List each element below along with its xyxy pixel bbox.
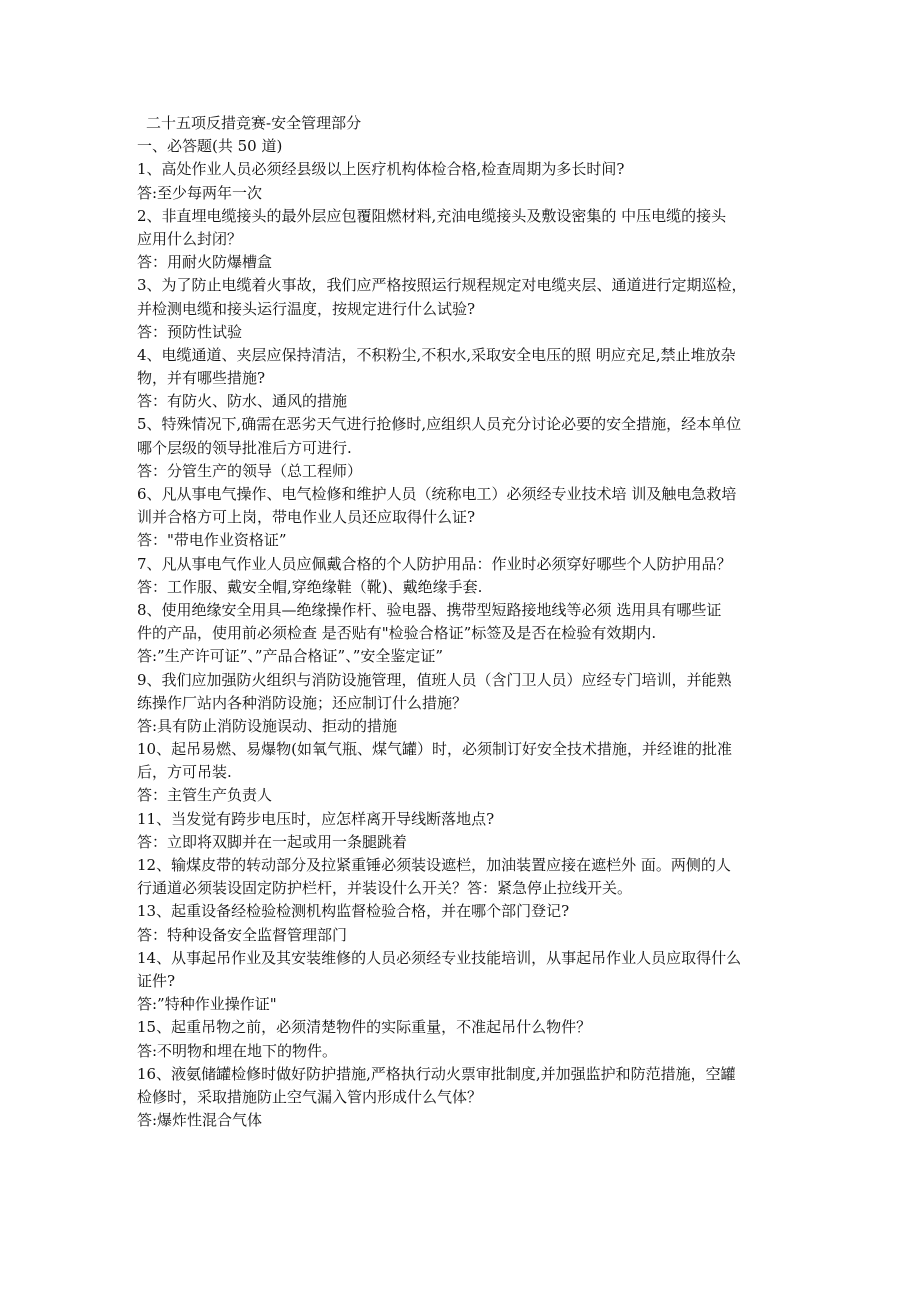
text-line: 2、非直埋电缆接头的最外层应包覆阻燃材料,充油电缆接头及敷设密集的 中压电缆的接头 bbox=[137, 206, 727, 225]
text-line: 证件? bbox=[137, 971, 176, 990]
text-line: 答：预防性试验 bbox=[137, 322, 243, 341]
text-line: 答:不明物和埋在地下的物件。 bbox=[137, 1041, 338, 1060]
text-line: 16、液氨储罐检修时做好防护措施,严格执行动火票审批制度,并加强监护和防范措施，空罐 bbox=[137, 1064, 736, 1083]
text-line: 8、使用绝缘安全用具—绝缘操作杆、验电器、携带型短路接地线等必须 选用具有哪些证 bbox=[137, 600, 722, 619]
text-line: 答:具有防止消防设施误动、拒动的措施 bbox=[137, 716, 398, 735]
section-heading: 一、必答题(共 50 道) bbox=[137, 137, 283, 156]
text-line: 答:”特种作业操作证" bbox=[137, 995, 277, 1014]
text-line: 10、起吊易燃、易爆物(如氧气瓶、煤气罐）时，必须制订好安全技术措施，并经谁的批准 bbox=[137, 740, 732, 759]
text-line: 后，方可吊装. bbox=[137, 763, 232, 782]
text-line: 15、起重吊物之前，必须清楚物件的实际重量，不准起吊什么物件？ bbox=[137, 1018, 592, 1037]
text-line: 并检测电缆和接头运行温度，按规定进行什么试验? bbox=[137, 299, 476, 318]
text-line: 14、从事起吊作业及其安装维修的人员必须经专业技能培训，从事起吊作业人员应取得什么 bbox=[137, 948, 742, 967]
text-line: 答："带电作业资格证” bbox=[137, 531, 287, 550]
text-line: 答：有防火、防水、通风的措施 bbox=[137, 392, 348, 411]
text-line: 6、凡从事电气操作、电气检修和维护人员（统称电工）必须经专业技术培 训及触电急救培 bbox=[137, 485, 737, 503]
text-line: 4、电缆通道、夹层应保持清洁，不积粉尘,不积水,采取安全电压的照 明应充足,禁止堆放杂 bbox=[137, 345, 736, 364]
text-line: 5、特殊情况下,确需在恶劣天气进行抢修时,应组织人员充分讨论必要的安全措施，经本单位 bbox=[137, 415, 742, 434]
text-line: 答：主管生产负责人 bbox=[137, 786, 273, 805]
text-line: 答：立即将双脚并在一起或用一条腿跳着 bbox=[137, 832, 408, 851]
text-line: 答:”生产许可证”、”产品合格证”、”安全鉴定证” bbox=[137, 647, 444, 666]
text-line: 行通道必须装设固定防护栏杆，并装设什么开关？答：紧急停止拉线开关。 bbox=[137, 879, 633, 898]
document-body bbox=[137, 112, 787, 1132]
text-line: 13、起重设备经检验检测机构监督检验合格，并在哪个部门登记? bbox=[137, 902, 570, 921]
text-line: 答:爆炸性混合气体 bbox=[137, 1111, 263, 1130]
text-line: 练操作厂站内各种消防设施；还应制订什么措施？ bbox=[137, 693, 468, 712]
text-line: 检修时，采取措施防止空气漏入管内形成什么气体？ bbox=[137, 1087, 483, 1106]
text-line: 11、当发觉有跨步电压时，应怎样离开导线断落地点? bbox=[137, 809, 495, 828]
text-line: 3、为了防止电缆着火事故，我们应严格按照运行规程规定对电缆夹层、通道进行定期巡检， bbox=[137, 276, 747, 295]
text-line: 应用什么封闭？ bbox=[137, 229, 243, 248]
text-line: 答：特种设备安全监督管理部门 bbox=[137, 925, 348, 944]
text-line: 答：用耐火防爆槽盒 bbox=[137, 253, 273, 272]
text-line: 答：工作服、戴安全帽,穿绝缘鞋（靴)、戴绝缘手套. bbox=[137, 577, 483, 596]
text-line: 件的产品，使用前必须检查 是否贴有"检验合格证”标签及是否在检验有效期内. bbox=[137, 624, 657, 643]
text-line: 答:至少每两年一次 bbox=[137, 183, 263, 202]
text-line: 9、我们应加强防火组织与消防设施管理，值班人员（含门卫人员）应经专门培训，并能熟 bbox=[137, 670, 732, 689]
text-line: 物，并有哪些措施? bbox=[137, 369, 266, 388]
text-line: 训并合格方可上岗，带电作业人员还应取得什么证? bbox=[137, 508, 476, 527]
document-title: 二十五项反措竞赛-安全管理部分 bbox=[146, 114, 362, 132]
text-line: 12、输煤皮带的转动部分及拉紧重锤必须装设遮栏，加油装置应接在遮栏外 面。两侧的人 bbox=[137, 856, 731, 874]
text-line: 1、高处作业人员必须经县级以上医疗机构体检合格,检查周期为多长时间? bbox=[137, 160, 625, 179]
text-line: 哪个层级的领导批准后方可进行. bbox=[137, 438, 352, 457]
text-line: 7、凡从事电气作业人员应佩戴合格的个人防护用品：作业时必须穿好哪些个人防护用品？ bbox=[137, 554, 732, 573]
text-line: 答：分管生产的领导（总工程师） bbox=[137, 461, 363, 480]
